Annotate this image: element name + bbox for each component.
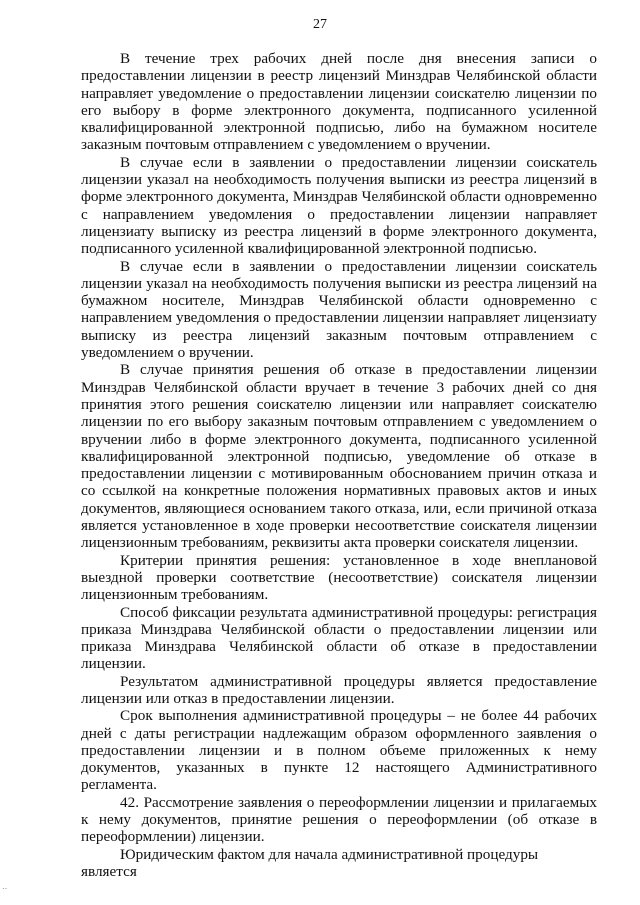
paragraph-electronic-extract: В случае если в заявлении о предоставлении лицензии соискатель лицензии указал на необходимость получения выписки из реестра лицензий в форме электронного документа, Минздрав Челябинской области одновременно с направлением уведомления о предоставлении лицензии направляет лицензиату выписку из реестра лицензий в форме электронного документа, подписанного усиленной квалифицированной электронной подписью.	[81, 153, 597, 258]
paragraph-decision-criteria: Критерии принятия решения: установленное в ходе внеплановой выездной проверки соответствие (несоответствие) соискателя лицензии лицензионным требованиям.	[81, 551, 597, 604]
document-body	[81, 50, 597, 880]
paragraph-legal-fact: Юридическим фактом для начала административной процедуры является	[81, 845, 539, 880]
paragraph-refusal-notice: В случае принятия решения об отказе в предоставлении лицензии Минздрав Челябинской области вручает в течение 3 рабочих дней со дня принятия этого решения соискателю лицензии или направляет соискателю лицензии по его выбору заказным почтовым отправлением с уведомлением о вручении либо в форме электронного документа, подписанного усиленной квалифицированной электронной подписью, уведомление об отказе в предоставлении лицензии с мотивированным обоснованием причин отказа и со ссылкой на конкретные положения нормативных правовых актов и иных документов, являющиеся основанием такого отказа, или, если причиной отказа является установленное в ходе проверки несоответствие соискателя лицензии лицензионным требованиям, реквизиты акта проверки соискателя лицензии.	[81, 361, 597, 552]
paragraph-license-notification: В течение трех рабочих дней после дня внесения записи о предоставлении лицензии в реестр лицензий Минздрав Челябинской области направляет уведомление о предоставлении лицензии соискателю лицензии по его выбору в форме электронного документа, подписанного усиленной квалифицированной электронной подписью, либо на бумажном носителе заказным почтовым отправлением с уведомлением о вручении.	[81, 50, 597, 154]
scan-artifact: ․․	[2, 882, 8, 891]
page-number: 27	[313, 17, 327, 32]
paragraph-procedure-deadline: Срок выполнения административной процедуры – не более 44 рабочих дней с даты регистрации надлежащим образом оформленного заявления о предоставлении лицензии и в полном объеме приложенных к нему документов, указанных в пункте 12 настоящего Административного регламента.	[81, 707, 597, 794]
paragraph-result-recording: Способ фиксации результата административной процедуры: регистрация приказа Минздрава Челябинской области о предоставлении лицензии или приказа Минздрава Челябинской области об отказе в предоставлении лицензии.	[81, 603, 597, 673]
paragraph-item-42: 42. Рассмотрение заявления о переоформлении лицензии и прилагаемых к нему документов, принятие решения о переоформлении (об отказе в переоформлении) лицензии.	[81, 793, 597, 846]
paragraph-paper-extract: В случае если в заявлении о предоставлении лицензии соискатель лицензии указал на необходимость получения выписки из реестра лицензий на бумажном носителе, Минздрав Челябинской области одновременно с направлением уведомления о предоставлении лицензии направляет лицензиату выписку из реестра лицензий заказным почтовым отправлением с уведомлением о вручении.	[81, 257, 597, 362]
paragraph-procedure-result: Результатом административной процедуры является предоставление лицензии или отказ в предоставлении лицензии.	[81, 672, 597, 707]
